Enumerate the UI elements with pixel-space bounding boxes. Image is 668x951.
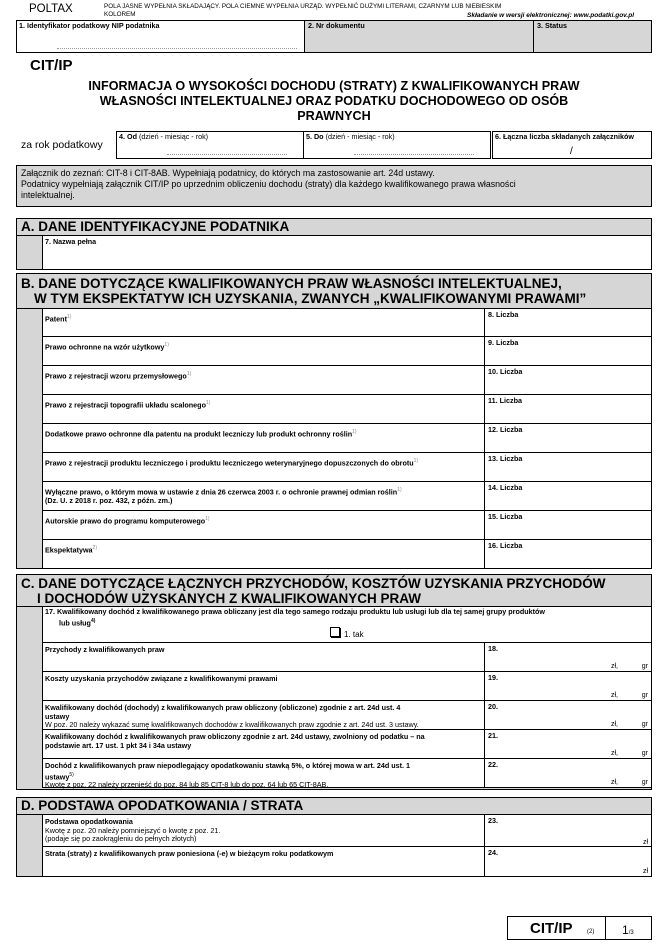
row-b-count[interactable] <box>484 309 652 337</box>
date-to-hint: (dzień - miesiąc - rok) <box>325 132 395 141</box>
row-c-sub: W poz. 20 należy wykazać sumę kwalifikowanych dochodów z kwalifikowanych praw zgodnie z art. 24d ust. 3 ustawy. <box>45 720 419 729</box>
row-c-unit-zl: zł, <box>611 663 618 670</box>
row-c-label: Kwalifikowany dochód (dochody) z kwalifikowanych praw obliczony (obliczone) zgodnie z art. 24d ust. 4 <box>45 703 401 712</box>
form-note <box>16 165 652 207</box>
row-c-value[interactable] <box>484 672 652 700</box>
row-b-field-number: 14. Liczba <box>488 483 523 492</box>
row-c-unit-gr: gr <box>641 663 648 670</box>
full-name-label: 7. Nazwa pełna <box>45 237 97 246</box>
row-b-count[interactable] <box>484 424 652 452</box>
row-23-sub-2: (podaje się po zaokrągleniu do pełnych złotych) <box>45 834 197 843</box>
row-c-label: Kwalifikowany dochód z kwalifikowanych praw obliczony zgodnie z art. 24d ustawy, zwolniony od podatku – na <box>45 732 425 741</box>
row-b-sup: 1) <box>186 371 192 377</box>
row-b-15 <box>42 511 652 540</box>
row-b-8 <box>42 308 652 337</box>
footer-code: CIT/IP <box>530 920 573 937</box>
row-c-21 <box>42 730 652 759</box>
row-b-label: Wyłączne prawo, o którym mowa w ustawie z dnia 26 czerwca 2003 r. o ochronie prawnej odmian roślin <box>45 487 398 497</box>
row-b-count[interactable] <box>484 482 652 510</box>
row-24-label: Strata (straty) z kwalifikowanych praw poniesiona (-e) w bieżącym roku podatkowym <box>45 849 334 858</box>
row-b-label: Dodatkowe prawo ochronne dla patentu na produkt leczniczy lub produkt ochronny roślin <box>45 429 353 439</box>
row-c-unit-zl: zł, <box>611 750 618 757</box>
attachments-count-field[interactable] <box>492 131 652 159</box>
row-b-label-2: (Dz. U. z 2018 r. poz. 432, z późn. zm.) <box>45 495 173 505</box>
section-c-header <box>16 574 652 607</box>
row-c-unit-zl: zł, <box>611 692 618 699</box>
row-b-label: Ekspektatywa <box>45 545 93 555</box>
field-17-option-label: 1. tak <box>344 630 364 639</box>
row-b-sup: 1) <box>164 342 169 348</box>
row-24-unit: zł <box>642 868 648 875</box>
row-c-sub: Kwotę z poz. 22 należy przenieść do poz. 84 lub 85 CIT-8 lub do poz. 64 lub 65 CIT-8AB. <box>45 780 329 790</box>
row-b-label: Autorskie prawo do programu komputerowego <box>45 516 206 526</box>
row-b-sup: 2) <box>92 545 97 551</box>
row-b-count[interactable] <box>484 453 652 481</box>
date-from-field[interactable] <box>116 131 304 159</box>
section-d-header: D. PODSTAWA OPODATKOWANIA / STRATA <box>16 797 652 815</box>
row-24 <box>42 847 652 877</box>
row-c-label-2: podstawie art. 17 ust. 1 pkt 34 i 34a ustawy <box>45 740 192 750</box>
row-b-label: Prawo z rejestracji wzoru przemysłowego <box>45 371 187 381</box>
field-17-sup: 4) <box>90 617 96 624</box>
row-b-field-number: 10. Liczba <box>488 367 523 376</box>
row-c-field-number: 22. <box>488 760 498 769</box>
row-b-sup: 1) <box>397 487 402 493</box>
row-b-field-number: 11. Liczba <box>488 396 522 405</box>
row-b-field-number: 13. Liczba <box>488 454 523 463</box>
form-code: CIT/IP <box>30 57 73 74</box>
row-24-number: 24. <box>488 848 498 857</box>
row-b-field-number: 15. Liczba <box>488 512 523 521</box>
attachments-slash: / <box>570 146 573 157</box>
title-line-1: INFORMACJA O WYSOKOŚCI DOCHODU (STRATY) Z KWALIFIKOWANYCH PRAW <box>88 79 580 93</box>
section-c-title-2: I DOCHODÓW UZYSKANYCH Z KWALIFIKOWANYCH PRAW <box>37 591 421 606</box>
row-b-label: Prawo z rejestracji topografii układu scalonego <box>45 400 206 410</box>
footer-box <box>507 916 652 940</box>
row-c-unit-gr: gr <box>641 721 648 728</box>
row-c-field-number: 21. <box>488 731 498 740</box>
date-from-label: 4. Od <box>119 132 137 141</box>
row-b-count[interactable] <box>484 540 652 568</box>
row-b-11 <box>42 395 652 424</box>
status-label: 3. Status <box>537 21 567 30</box>
section-a-header: A. DANE IDENTYFIKACYJNE PODATNIKA <box>16 218 652 236</box>
row-b-count[interactable] <box>484 511 652 539</box>
row-c-value[interactable] <box>484 730 652 758</box>
row-c-18 <box>42 643 652 672</box>
row-b-label: Patent <box>45 314 67 324</box>
row-b-count[interactable] <box>484 395 652 423</box>
row-c-unit-zl: zł, <box>611 779 618 786</box>
row-b-field-number: 12. Liczba <box>488 425 523 434</box>
note-line-2: Podatnicy wypełniają załącznik CIT/IP po uprzednim obliczeniu dochodu (straty) dla każdego kwalifikowanego prawa własności <box>21 179 516 189</box>
row-c-value[interactable] <box>484 643 652 671</box>
title-line-3: PRAWNYCH <box>297 109 371 123</box>
row-c-19 <box>42 672 652 701</box>
row-c-unit-gr: gr <box>641 692 648 699</box>
row-b-field-number: 9. Liczba <box>488 338 519 347</box>
note-line-3: intelektualnej. <box>21 190 75 200</box>
footer-version: (2) <box>587 929 595 935</box>
doc-number-label: 2. Nr dokumentu <box>308 21 365 30</box>
brand: POLTAX <box>29 3 73 15</box>
form-title <box>16 79 652 124</box>
row-c-label: Dochód z kwalifikowanych praw niepodlegający opodatkowaniu stawką 5%, o której mowa w art. 24d ust. 1 <box>45 761 411 770</box>
row-b-sup: 1) <box>205 516 210 522</box>
date-from-hint: (dzień - miesiąc - rok) <box>138 132 209 141</box>
section-b-title-1: B. DANE DOTYCZĄCE KWALIFIKOWANYCH PRAW WŁASNOŚCI INTELEKTUALNEJ, <box>21 276 562 291</box>
full-name-field[interactable] <box>42 235 652 270</box>
nip-label: 1. Identyfikator podatkowy NIP podatnika <box>19 21 160 30</box>
attachments-count-label: 6. Łączna liczba składanych załączników <box>495 132 635 141</box>
row-b-sup: 1) <box>205 400 211 406</box>
row-b-field-number: 16. Liczba <box>488 541 523 550</box>
title-line-2: WŁASNOŚCI INTELEKTUALNEJ ORAZ PODATKU DOCHODOWEGO OD OSÓB <box>99 94 569 108</box>
row-23-unit: zł <box>642 839 648 846</box>
section-b-header <box>16 273 652 309</box>
row-b-label: Prawo z rejestracji produktu leczniczego i produktu leczniczego weterynaryjnego dopuszczonych do obrotu <box>45 458 414 468</box>
row-24-value[interactable] <box>484 847 652 876</box>
instruction-line-1: POLA JASNE WYPEŁNIA SKŁADAJĄCY. POLA CIEMNE WYPEŁNIA URZĄD. WYPEŁNIĆ DUŻYMI LITERAMI, CZARNYM LUB NIEBIESKIM <box>104 3 502 10</box>
field-17 <box>42 606 652 643</box>
row-c-unit-zl: zł, <box>611 721 618 728</box>
row-b-sup: 1) <box>413 458 419 464</box>
doc-number-divider <box>533 20 534 53</box>
row-b-9 <box>42 337 652 366</box>
row-b-sup: 1) <box>352 429 357 435</box>
nip-field[interactable] <box>16 20 305 53</box>
row-b-label: Prawo ochronne na wzór użytkowy <box>45 342 165 352</box>
row-b-sup: 1) <box>66 314 72 320</box>
row-c-20 <box>42 701 652 730</box>
row-c-field-number: 19. <box>488 673 498 682</box>
nip-ticks <box>57 45 297 49</box>
row-c-value[interactable] <box>484 759 652 787</box>
row-23-number: 23. <box>488 816 498 825</box>
field-17-checkbox[interactable] <box>330 627 340 637</box>
section-b-title-2: W TYM EKSPEKTATYW ICH UZYSKANIA, ZWANYCH „KWALIFIKOWANYMI PRAWAMI” <box>34 291 587 306</box>
row-23-label: Podstawa opodatkowania <box>45 817 133 826</box>
row-23 <box>42 814 652 847</box>
row-c-label-2: ustawy <box>45 711 70 721</box>
row-23-sub-1: Kwotę z poz. 20 należy pomniejszyć o kwotę z poz. 21. <box>45 825 221 835</box>
row-b-field-number: 8. Liczba <box>488 310 519 319</box>
row-c-22 <box>42 759 652 788</box>
row-b-count[interactable] <box>484 337 652 365</box>
row-c-unit-gr: gr <box>641 750 648 757</box>
row-c-field-number: 18. <box>488 644 498 653</box>
row-b-12 <box>42 424 652 453</box>
instruction-line-2: KOLOREM <box>104 10 136 18</box>
row-b-count[interactable] <box>484 366 652 394</box>
row-c-label: Koszty uzyskania przychodów związane z kwalifikowanymi prawami <box>45 674 278 683</box>
row-c-sup: 5) <box>69 771 74 778</box>
date-to-field[interactable] <box>303 131 491 159</box>
row-b-14 <box>42 482 652 511</box>
row-b-13 <box>42 453 652 482</box>
row-c-value[interactable] <box>484 701 652 729</box>
year-label: za rok podatkowy <box>21 139 103 151</box>
date-to-ticks <box>354 151 474 155</box>
row-b-16 <box>42 540 652 569</box>
footer-pages: /3 <box>628 930 634 936</box>
row-23-value[interactable] <box>484 815 652 847</box>
field-17-line-1: 17. Kwalifikowany dochód z kwalifikowanego prawa obliczany jest dla tego samego rodzaju produktu lub usługi lub dla tej samej grupy produktów <box>45 607 546 616</box>
row-c-unit-gr: gr <box>641 779 648 786</box>
date-to-label: 5. Do <box>306 132 324 141</box>
row-c-label: Przychody z kwalifikowanych praw <box>45 645 165 654</box>
electronic-filing-note: Składanie w wersji elektronicznej: www.podatki.gov.pl <box>467 12 634 19</box>
footer-page: 1 <box>622 923 629 937</box>
footer-divider <box>605 917 606 939</box>
row-c-label-2: ustawy <box>45 771 70 781</box>
section-c-title-1: C. DANE DOTYCZĄCE ŁĄCZNYCH PRZYCHODÓW, KOSZTÓW UZYSKANIA PRZYCHODÓW <box>21 576 606 591</box>
date-from-ticks <box>167 151 287 155</box>
row-c-field-number: 20. <box>488 702 498 711</box>
row-b-10 <box>42 366 652 395</box>
field-17-line-2: lub usług <box>59 617 91 627</box>
note-line-1: Załącznik do zeznań: CIT-8 i CIT-8AB. Wypełniają podatnicy, do których ma zastosowanie art. 24d ustawy. <box>21 168 435 178</box>
